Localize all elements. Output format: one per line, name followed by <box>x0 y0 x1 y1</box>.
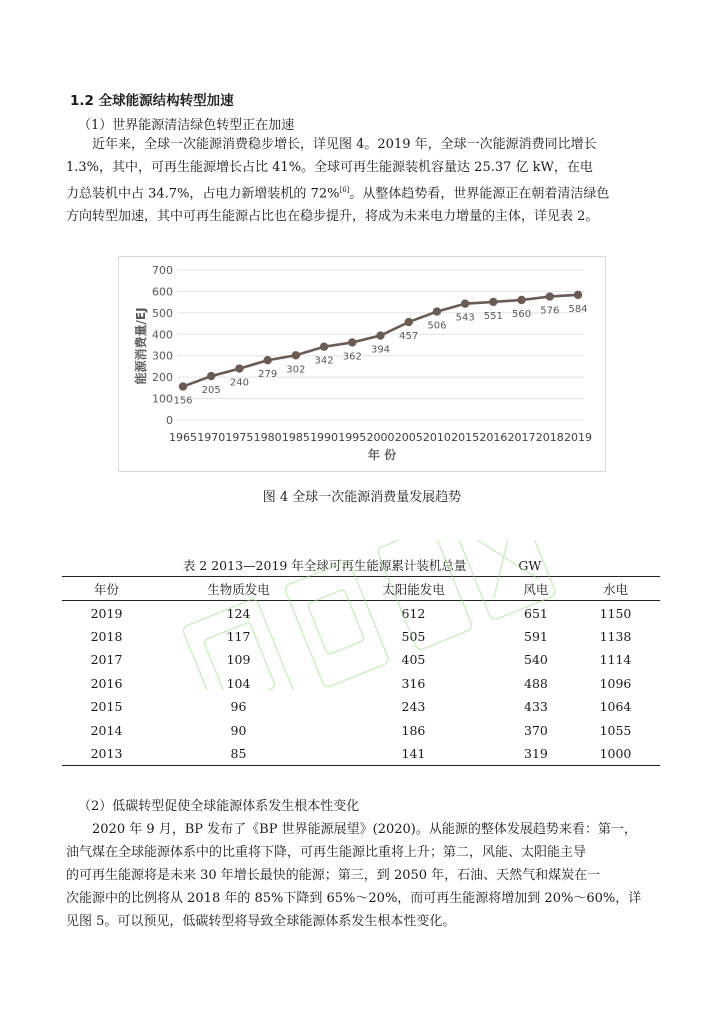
table-cell: 1114 <box>599 652 632 668</box>
table-cell: 2013 <box>90 745 123 761</box>
table-cell: 2014 <box>90 722 123 738</box>
paragraph-2-line: 2020 年 9 月，BP 发布了《BP 世界能源展望》(2020)。从能源的整体发展趋势来看：第一， <box>92 822 637 837</box>
table-cell: 117 <box>226 628 251 644</box>
data-label: 576 <box>540 305 560 317</box>
paragraph-1-line: 1.3%，其中，可再生能源增长占比 41%。全球可再生能源装机容量达 25.37 亿 kW，在电 <box>66 160 593 175</box>
table-cell: 319 <box>524 745 548 761</box>
table-cell: 370 <box>524 722 548 738</box>
table-row <box>62 601 660 625</box>
data-label: 362 <box>342 351 362 363</box>
data-point <box>405 318 413 326</box>
paragraph-1-line <box>66 179 658 205</box>
header-biomass: 生物质发电 <box>207 581 270 597</box>
x-tick-label: 1990 <box>310 431 339 444</box>
citation-ref: [6] <box>339 186 350 194</box>
x-tick-label: 2005 <box>394 431 423 444</box>
subsection-2-title: （2）低碳转型促使全球能源体系发生根本性变化 <box>78 799 360 814</box>
y-tick-label: 700 <box>152 264 173 277</box>
table-cell: 104 <box>226 675 251 691</box>
table-cell: 540 <box>524 652 548 668</box>
table-header-row <box>62 577 660 601</box>
table-row <box>62 648 660 671</box>
data-point <box>461 299 469 307</box>
paragraph-1-text: 力总装机中占 34.7%，占电力新增装机的 72% <box>66 186 340 202</box>
table-cell: 1064 <box>599 699 632 715</box>
x-tick-label: 2000 <box>366 431 395 444</box>
y-axis-label: 能源消费量/EJ <box>134 307 148 385</box>
table-cell: 316 <box>401 675 426 691</box>
table-row <box>62 672 660 695</box>
table-cell: 488 <box>524 675 548 691</box>
data-label: 205 <box>201 385 221 397</box>
table-cell: 124 <box>226 605 251 621</box>
table-cell: 405 <box>401 652 426 668</box>
table-cell: 2017 <box>90 652 123 668</box>
paragraph-1 <box>66 133 658 228</box>
data-label: 279 <box>258 369 278 381</box>
data-point <box>376 331 384 339</box>
table-cell: 186 <box>401 722 426 738</box>
x-tick-label: 1980 <box>253 431 282 444</box>
data-point <box>546 292 554 300</box>
y-tick-label: 500 <box>152 306 173 320</box>
paragraph-2-line: 油气煤在全球能源体系中的比重将下降，可再生能源比重将上升；第二，风能、太阳能主导 <box>66 845 587 860</box>
table-cell: 505 <box>401 628 426 644</box>
x-tick-label: 2019 <box>564 431 592 444</box>
paragraph-2-line: 次能源中的比例将从 2018 年的 85%下降到 65%～20%，而可再生能源将增加到 20%～60%，详 <box>66 891 642 906</box>
paragraph-2-line: 的可再生能源将是未来 30 年增长最快的能源；第三，到 2050 年，石油、天然气和煤炭在一 <box>66 868 601 883</box>
paragraph-1-line: 近年来，全球一次能源消费稳步增长，详见图 4。2019 年，全球一次能源消费同比增长 <box>92 137 597 152</box>
table-cell: 2019 <box>90 605 123 621</box>
table-cell: 1150 <box>599 605 632 621</box>
table-row <box>62 625 660 648</box>
x-tick-label: 1970 <box>197 431 226 444</box>
paragraph-2-line: 见图 5。可以预见，低碳转型将导致全球能源体系发生根本性变化。 <box>66 914 456 929</box>
data-label: 342 <box>314 355 334 367</box>
table-caption <box>0 556 724 574</box>
table-cell: 1096 <box>599 675 632 691</box>
x-tick-label: 2010 <box>422 431 451 444</box>
data-point <box>489 298 497 306</box>
table-cell: 96 <box>230 699 247 715</box>
data-label: 560 <box>512 309 532 320</box>
table-cell: 85 <box>230 745 247 761</box>
data-point <box>179 382 187 390</box>
x-tick-label: 2018 <box>535 431 564 444</box>
data-point <box>433 307 441 315</box>
y-tick-label: 400 <box>152 328 173 342</box>
x-tick-label: 1965 <box>169 431 197 444</box>
table-cell: 651 <box>524 605 548 621</box>
data-point <box>517 296 525 304</box>
table-cell: 1138 <box>599 628 632 644</box>
data-point <box>320 343 328 351</box>
x-tick-label: 2016 <box>479 431 508 444</box>
subsection-1-title: （1）世界能源清洁绿色转型正在加速 <box>78 118 295 133</box>
energy-consumption-chart <box>118 256 606 472</box>
data-point <box>574 291 582 299</box>
table-cell: 612 <box>401 605 426 621</box>
data-point <box>348 338 356 346</box>
x-axis-label: 年 份 <box>367 448 397 462</box>
data-label: 584 <box>568 303 588 315</box>
section-heading: 1.2 全球能源结构转型加速 <box>70 93 234 109</box>
table-cell: 243 <box>401 699 426 715</box>
x-tick-label: 2017 <box>507 431 536 444</box>
table-cell: 1000 <box>599 745 632 761</box>
data-label: 240 <box>229 377 249 389</box>
table-row <box>62 695 660 718</box>
data-label: 302 <box>286 364 306 376</box>
table-caption-text: 表 2 2013—2019 年全球可再生能源累计装机总量 <box>182 558 467 573</box>
data-label: 506 <box>427 320 447 332</box>
table-row <box>62 742 660 766</box>
x-axis-ticks <box>169 431 592 444</box>
x-tick-label: 1975 <box>225 431 254 444</box>
figure-caption: 图 4 全球一次能源消费量发展趋势 <box>262 490 462 505</box>
data-point <box>292 351 300 359</box>
table-cell: 90 <box>230 722 247 738</box>
y-tick-label: 600 <box>152 285 173 299</box>
header-hydro: 水电 <box>602 581 628 597</box>
data-point <box>235 364 243 372</box>
table-cell: 2018 <box>90 628 123 644</box>
y-tick-label: 300 <box>152 349 173 363</box>
table-cell: 109 <box>226 652 251 668</box>
header-solar: 太阳能发电 <box>382 581 445 597</box>
y-tick-label: 0 <box>166 414 173 427</box>
data-label: 543 <box>455 312 475 324</box>
data-point <box>207 372 215 380</box>
paragraph-1-text: 。从整体趋势看，世界能源正在朝着清洁绿色 <box>349 186 610 202</box>
x-tick-label: 2015 <box>451 431 480 444</box>
table-cell: 2016 <box>90 675 123 691</box>
data-label: 551 <box>483 310 503 322</box>
data-label: 156 <box>173 395 193 407</box>
data-label: 394 <box>370 344 391 356</box>
table-row <box>62 718 660 741</box>
x-tick-label: 1985 <box>281 431 310 444</box>
y-tick-label: 200 <box>152 371 173 385</box>
y-tick-label: 100 <box>152 392 173 406</box>
data-point <box>263 356 271 364</box>
paragraph-2 <box>66 818 658 933</box>
table-cell: 1055 <box>599 722 632 738</box>
table-cell: 141 <box>401 745 426 761</box>
table-cell: 2015 <box>90 699 123 715</box>
renewable-capacity-table <box>62 576 660 766</box>
x-tick-label: 1995 <box>338 431 367 444</box>
data-label: 457 <box>399 331 419 343</box>
table-unit: GW <box>518 558 542 573</box>
table-cell: 591 <box>524 628 548 644</box>
header-wind: 风电 <box>523 581 549 597</box>
paragraph-1-line: 方向转型加速，其中可再生能源占比也在稳步提升，将成为未来电力增量的主体，详见表 2。 <box>66 209 599 225</box>
header-year: 年份 <box>94 581 120 597</box>
table-cell: 433 <box>524 699 548 715</box>
